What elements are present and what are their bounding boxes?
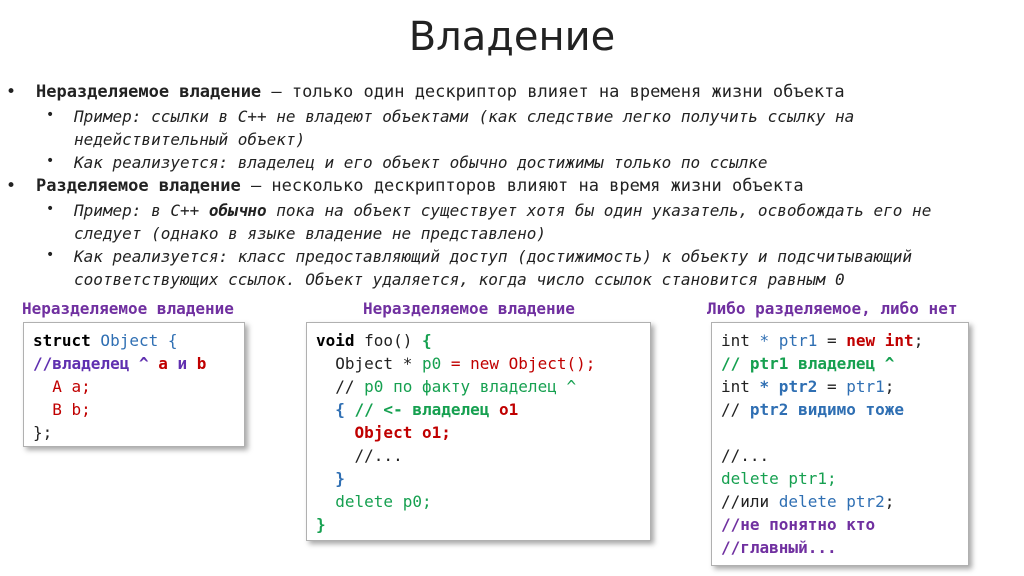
sub-bullet-text: Как реализуется: класс предоставляющий доступ (достижимость) к объекту и подсчитывающий	[74, 247, 913, 266]
sub-bullet-implementation-1	[46, 153, 768, 172]
code-line: Object o1;	[316, 423, 451, 442]
sub-bullet-implementation-2-cont: соответствующих ссылок. Объект удаляется, когда число ссылок становится равным 0	[74, 270, 845, 289]
sub-bullet-example-2	[46, 201, 932, 220]
panel-header-3: Либо разделяемое, либо нет	[707, 299, 958, 318]
code-line: //главный...	[721, 538, 837, 557]
code-line: int * ptr2 = ptr1;	[721, 377, 895, 396]
bullet-dot-icon: •	[46, 153, 55, 169]
sub-bullet-text: Пример: ссылки в C++ не владеют объектами (как следствие легко получить ссылку на	[74, 107, 855, 126]
code-line: struct Object {	[33, 331, 178, 350]
bullet-term: Разделяемое владение	[36, 176, 241, 196]
bullet-text: – несколько дескрипторов влияют на время жизни объекта	[240, 176, 804, 196]
code-line: //владелец ^ a и b	[33, 354, 207, 373]
panel-header-1: Неразделяемое владение	[22, 299, 234, 318]
bullet-dot-icon: •	[46, 201, 55, 217]
code-box-function	[306, 322, 651, 541]
sub-bullet-text-pre: Пример: в C++	[74, 201, 209, 220]
code-line: //или delete ptr2;	[721, 492, 895, 511]
sub-bullet-text: Как реализуется: владелец и его объект обычно достижимы только по ссылке	[74, 153, 768, 172]
code-line: Object * p0 = new Object();	[316, 354, 596, 373]
code-line: // ptr2 видимо тоже	[721, 400, 905, 419]
bullet-term: Неразделяемое владение	[36, 82, 262, 102]
code-line: int * ptr1 = new int;	[721, 331, 924, 350]
sub-bullet-example-1-cont: недействительный объект)	[74, 130, 306, 149]
code-line: }	[316, 515, 326, 534]
code-line: // ptr1 владелец ^	[721, 354, 895, 373]
code-line: //не понятно кто	[721, 515, 876, 534]
panel-header-2: Неразделяемое владение	[363, 299, 575, 318]
code-line: delete p0;	[316, 492, 432, 511]
sub-bullet-example-2-cont: следует (однако в языке владение не представлено)	[74, 224, 547, 243]
bullet-dot-icon: •	[46, 247, 55, 263]
code-line: delete ptr1;	[721, 469, 837, 488]
code-line: { // <- владелец o1	[316, 400, 519, 419]
bullet-shared-ownership	[6, 176, 804, 196]
bullet-dot-icon: •	[6, 176, 17, 196]
bullet-dot-icon: •	[6, 82, 17, 102]
code-line: void foo() {	[316, 331, 432, 350]
sub-bullet-text-post: пока на объект существует хотя бы один указатель, освобождать его не	[266, 201, 932, 220]
code-box-pointers	[711, 322, 969, 566]
bullet-text: – только один дескриптор влияет на временя жизни объекта	[261, 82, 845, 102]
bullet-dot-icon: •	[46, 107, 55, 123]
code-line: };	[33, 423, 53, 442]
code-line: // p0 по факту владелец ^	[316, 377, 577, 396]
code-line: }	[316, 469, 345, 488]
sub-bullet-implementation-2	[46, 247, 913, 266]
sub-bullet-example-1	[46, 107, 855, 126]
code-line: A a;	[33, 377, 91, 396]
code-line: //...	[721, 446, 770, 465]
code-box-struct	[23, 322, 245, 447]
sub-bullet-emphasis: обычно	[208, 201, 267, 220]
bullet-unshared-ownership	[6, 82, 845, 102]
code-line: //...	[316, 446, 403, 465]
slide-title: Владение	[408, 14, 616, 60]
code-line: B b;	[33, 400, 91, 419]
